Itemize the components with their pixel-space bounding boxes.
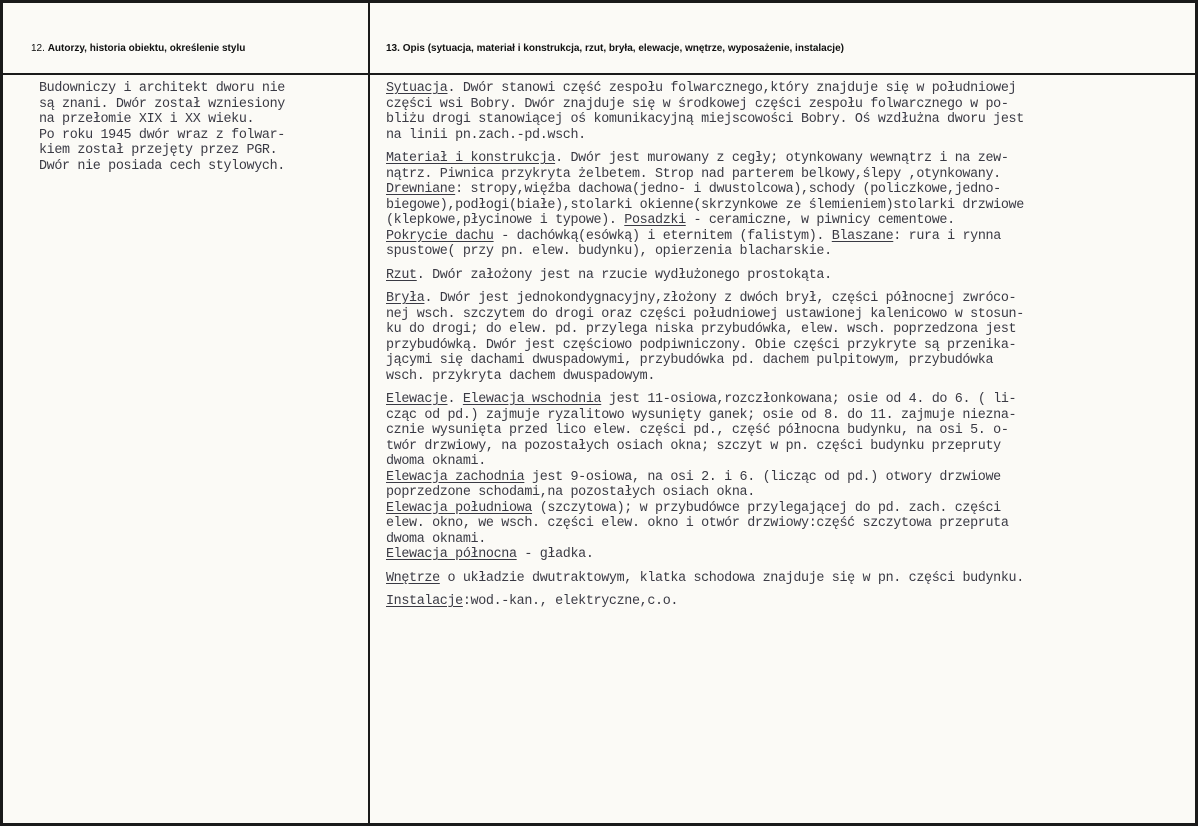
section-text: : stropy,więźba dachowa(jedno- i dwustolcowa),schody (policzkowe,jedno- [455,182,1001,197]
description-line [386,198,1024,214]
section-text: cznie wysunięta przed lico elew. części pd., część północna budynku, na osi 5. o- [386,423,1009,438]
description-line [386,167,1024,183]
description-section [386,291,1024,384]
description-text [386,81,1024,618]
description-section [386,571,1024,587]
description-line [386,423,1024,439]
section-text: dwoma oknami. [386,531,486,547]
section-text: o układzie dwutraktowym, klatka schodowa znajduje się w pn. części budynku. [439,570,1024,586]
description-line [386,501,1024,517]
section-text: . Dwór założony jest na rzucie wydłużonego prostokąta. [416,267,832,283]
description-line [386,97,1024,113]
left-text-line: na przełomie XIX i XX wieku. [39,112,255,127]
section-heading: Elewacja południowa [386,500,533,516]
description-line [386,322,1024,338]
field-12-label: Autorzy, historia obiektu, określenie stylu [47,43,246,54]
section-text: na linii pn.zach.-pd.wsch. [386,127,586,143]
description-line [386,532,1024,548]
description-section [386,268,1024,284]
left-text-line: kiem został przejęty przez PGR. [39,143,278,158]
section-text: dwoma oknami. [386,454,486,469]
section-text: - dachówką(esówką) i eternitem (falistym). [493,228,832,244]
section-text: nej wsch. szczytem do drogi oraz części południowej ustawionej kalenicowo w stosun- [386,306,1024,322]
section-text: . Dwór stanowi część zespołu folwarcznego,który znajduje się w południowej [447,81,1017,96]
section-text: poprzedzone schodami,na pozostałych osiach okna. [386,485,755,500]
section-text: elew. okno, we wsch. części elew. okno i otwór drzwiowy:część szczytowa przepruta [386,516,1009,531]
description-section [386,151,1024,260]
description-line [386,229,1024,245]
description-line [386,268,1024,284]
field-12-header [31,43,245,54]
section-text: (klepkowe,płycinowe i typowe). [386,213,625,228]
description-line [386,516,1024,532]
field-13-label: Opis (sytuacja, materiał i konstrukcja, rzut, bryła, elewacje, wnętrze, wyposażenie, instalacje) [402,43,844,54]
section-heading: Materiał i konstrukcja [386,151,556,166]
description-line [386,485,1024,501]
section-text: jest 9-osiowa, na osi 2. i 6. (licząc od pd.) otwory drzwiowe [524,469,1001,485]
description-line [386,571,1024,587]
section-text: - ceramiczne, w piwnicy cementowe. [685,213,955,228]
section-heading: Elewacja zachodnia [386,469,525,485]
description-line [386,291,1024,307]
section-text: spustowe( przy pn. elew. budynku), opierzenia blacharskie. [386,244,832,259]
description-line [386,547,1024,563]
header-row [3,3,1195,75]
description-line [386,213,1024,229]
description-section [386,392,1024,563]
section-text: wsch. przykryta dachem dwuspadowym. [386,368,655,384]
description-line [386,244,1024,260]
section-text: bliżu drogi stanowiącej oś komunikacyjną miejscowości Bobry. Oś wzdłużna dworu jest [386,112,1024,127]
description-line [386,128,1024,144]
description-line [386,151,1024,167]
section-heading: Drewniane [386,182,456,197]
section-text: :wod.-kan., elektryczne,c.o. [462,594,679,609]
description-section [386,81,1024,143]
left-text-line: Budowniczy i architekt dworu nie [39,81,285,96]
section-text: - gładka. [516,547,594,562]
section-heading: Bryła [386,291,425,306]
column-divider [368,3,370,823]
section-text: . Dwór jest murowany z cegły; otynkowany wewnątrz i na zew- [555,151,1009,166]
description-section [386,594,1024,610]
description-line [386,369,1024,385]
section-text: części wsi Bobry. Dwór znajduje się w środkowej części zespołu folwarcznego w po- [386,96,1009,112]
section-text: (szczytowa); w przybudówce przylegającej do pd. zach. części [532,500,1001,516]
description-line [386,439,1024,455]
section-heading: Wnętrze [386,570,440,586]
description-line [386,353,1024,369]
section-text: . [447,392,463,407]
section-text: ku do drogi; do elew. pd. przylega niska przybudówka, elew. wsch. poprzedzona jest [386,322,1017,337]
section-text: twór drzwiowy, na pozostałych osiach okna; szczyt w pn. części budynku przepruty [386,438,1001,454]
section-text: jest 11-osiowa,rozczłonkowana; osie od 4. do 6. ( li- [601,392,1017,407]
description-line [386,112,1024,128]
description-line [386,594,1024,610]
description-line [386,338,1024,354]
description-line [386,470,1024,486]
description-line [386,307,1024,323]
section-heading: Elewacja wschodnia [462,392,602,407]
left-text-line: Dwór nie posiada cech stylowych. [39,158,285,174]
description-line [386,81,1024,97]
section-heading: Elewacje [386,392,448,407]
section-heading: Instalacje [386,594,463,609]
section-heading: Posadzki [624,213,686,228]
section-text: jącymi się dachami dwuspadowymi, przybudówka pd. dachem pulpitowym, przybudówka [386,353,994,368]
section-text: nątrz. Piwnica przykryta żelbetem. Strop nad parterem belkowy,ślepy ,otynkowany. [386,166,1001,182]
left-text-line: Po roku 1945 dwór wraz z folwar- [39,127,285,143]
section-text: . Dwór jest jednokondygnacyjny,złożony z dwóch brył, części północnej zwróco- [424,291,1017,306]
section-text: : rura i rynna [893,228,1001,244]
left-text-line: są znani. Dwór został wzniesiony [39,96,285,112]
section-text: cząc od pd.) zajmuje ryzalitowo wysunięty ganek; osie od 8. do 11. zajmuje niezna- [386,407,1017,423]
authors-history-text [39,81,285,174]
section-heading: Elewacja północna [386,547,517,562]
description-line [386,182,1024,198]
section-heading: Blaszane [831,228,894,244]
section-text: biegowe),podłogi(białe),stolarki okienne(skrzynkowe ze ślemieniem)stolarki drzwiowe [386,197,1024,213]
section-heading: Pokrycie dachu [386,228,494,244]
field-13-header [386,43,844,54]
field-13-number: 13. [386,43,400,54]
section-heading: Sytuacja [386,81,448,96]
description-line [386,392,1024,408]
section-text: przybudówką. Dwór jest częściowo podpiwniczony. Obie części przykryte są przenika- [386,337,1017,353]
description-line [386,408,1024,424]
description-line [386,454,1024,470]
section-heading: Rzut [386,267,417,283]
field-12-number: 12. [31,43,45,54]
